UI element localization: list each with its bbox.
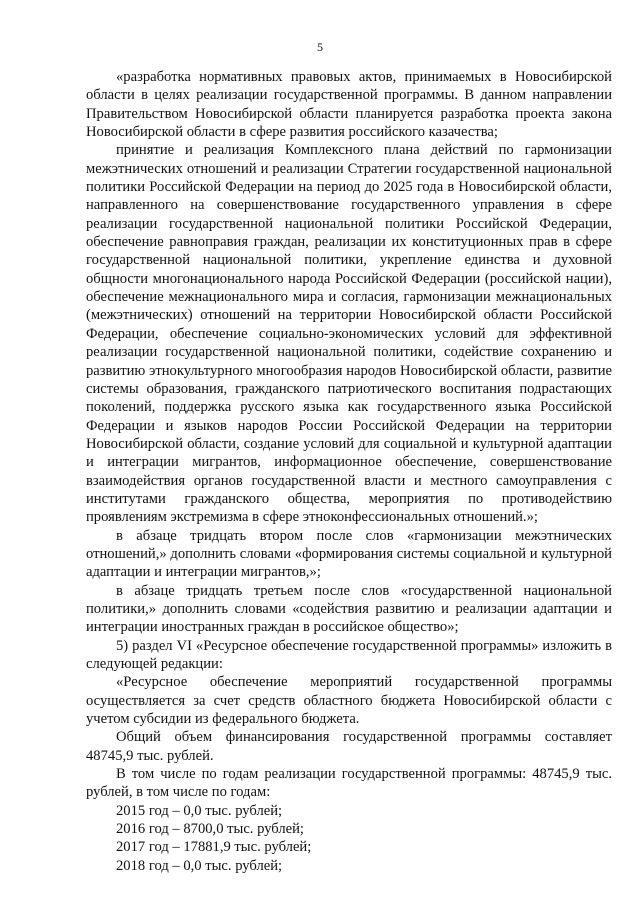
year-line-2017: 2017 год – 17881,9 тыс. рублей; xyxy=(116,839,312,856)
year-line-2015: 2015 год – 0,0 тыс. рублей; xyxy=(116,802,283,819)
paragraph-complex-plan: принятие и реализация Комплексного плана действий по гармонизации межэтнических отношений и реализации Стратегии государственной национальной политики Российской Федерации на период до 2025 года в Новосибирской области, направленного на совершенствование государственного управления в сфере реализации государственной национальной политики Российской Федерации, обеспечение равноправия граждан, реализации их конституционных прав в сфере государственной национальной политики, укрепление единства и духовной общности многонационального народа Российской Федерации (российской нации), обеспечение межнационального мира и согласия, гармонизации межнациональных (межэтнических) отношений на территории Новосибирской области Российской Федерации, обеспечение социально-экономических условий для эффективной реализации государственной национальной политики, содействие сохранению и развитию этнокультурного многообразия народов Новосибирской области, развитие системы образования, гражданского патриотического воспитания подрастающих поколений, поддержка русского языка как государственного языка Российской Федерации и языков народов России Российской Федерации на территории Новосибирской области, создание условий для социальной и культурной адаптации и интеграции мигрантов, информационное обеспечение, совершенствование взаимодействия органов государственной власти и местного самоуправления с институтами гражданского общества, мероприятия по противодействию проявлениям экстремизма в сфере этноконфессиональных отношений.»; xyxy=(86,142,612,526)
paragraph-resource-provision: «Ресурсное обеспечение мероприятий государственной программы осуществляется за счет средств областного бюджета Новосибирской области с учетом субсидии из федерального бюджета. xyxy=(86,674,612,728)
page-number: 5 xyxy=(317,40,323,54)
document-body xyxy=(86,68,612,875)
paragraph-amendment-33: в абзаце тридцать третьем после слов «государственной национальной политики,» дополнить словами «содействия развитию и реализации адаптации и интеграции иностранных граждан в российское общество»; xyxy=(86,582,612,636)
paragraph-section-vi: 5) раздел VI «Ресурсное обеспечение государственной программы» изложить в следующей редакции: xyxy=(86,637,612,672)
year-line-2016: 2016 год – 8700,0 тыс. рублей; xyxy=(116,821,304,838)
paragraph-legal-acts: «разработка нормативных правовых актов, принимаемых в Новосибирской области в целях реализации государственной программы. В данном направлении Правительством Новосибирской области планируется разработка проекта закона Новосибирской области в сфере развития российского казачества; xyxy=(86,69,612,141)
paragraph-total-funding: Общий объем финансирования государственной программы составляет 48745,9 тыс. рублей. xyxy=(86,729,612,764)
year-line-2018: 2018 год – 0,0 тыс. рублей; xyxy=(116,857,283,874)
paragraph-funding-by-years: В том числе по годам реализации государственной программы: 48745,9 тыс. рублей, в том числе по годам: xyxy=(86,766,612,801)
paragraph-amendment-32: в абзаце тридцать втором после слов «гармонизации межэтнических отношений,» дополнить словами «формирования системы социальной и культурной адаптации и интеграции мигрантов,»; xyxy=(86,527,612,581)
